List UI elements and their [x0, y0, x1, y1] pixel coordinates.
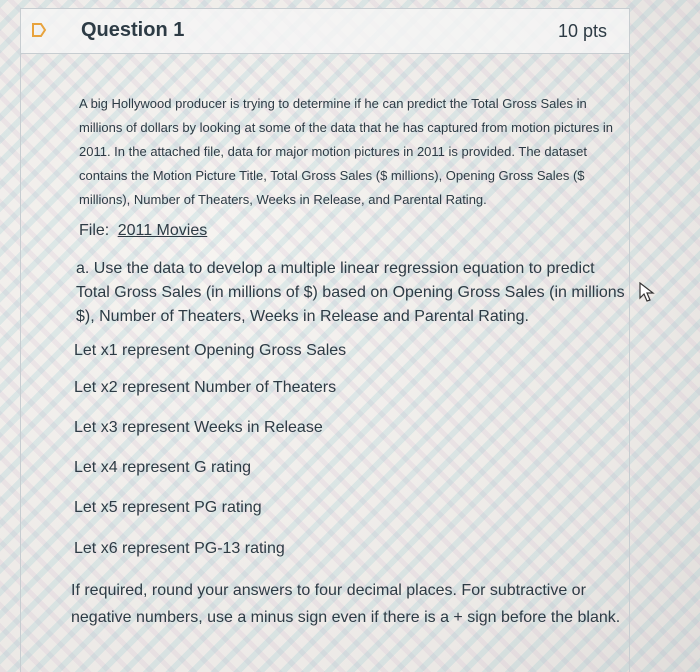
part-a-text: a. Use the data to develop a multiple linear regression equation to predict Total Gross Sales (in millions of $) based on Opening Gross Sales (in millions $), Number of Theaters, Weeks in Release and Parental Rating.	[76, 260, 625, 325]
question-title: Question 1	[81, 19, 185, 41]
let-x5: Let x5 represent PG rating	[74, 499, 262, 516]
file-row	[79, 222, 207, 240]
file-link[interactable]: 2011 Movies	[117, 222, 208, 239]
let-x6: Let x6 represent PG-13 rating	[74, 540, 285, 557]
flag-icon[interactable]	[31, 22, 47, 38]
pointer-cursor-icon	[638, 282, 656, 304]
question-header	[21, 8, 629, 54]
question-card	[20, 8, 630, 672]
let-x3: Let x3 represent Weeks in Release	[74, 419, 323, 436]
file-label: File:	[79, 222, 110, 239]
let-x2: Let x2 represent Number of Theaters	[74, 379, 337, 396]
let-x4: Let x4 represent G rating	[74, 459, 251, 476]
let-x1: Let x1 represent Opening Gross Sales	[74, 342, 347, 359]
question-intro: A big Hollywood producer is trying to determine if he can predict the Total Gross Sales in millions of dollars by looking at some of the data that he has captured from motion pictures in 2011. In the attached file, data for major motion pictures in 2011 is provided. The dataset contains the Motion Picture Title, Total Gross Sales ($ millions), Opening Gross Sales ($ millions), Number of Theaters, Weeks in Release, and Parental Rating.	[79, 96, 614, 207]
question-points: 10 pts	[557, 21, 607, 41]
rounding-note: If required, round your answers to four decimal places. For subtractive or negative numbers, use a minus sign even if there is a + sign before the blank.	[71, 582, 621, 626]
